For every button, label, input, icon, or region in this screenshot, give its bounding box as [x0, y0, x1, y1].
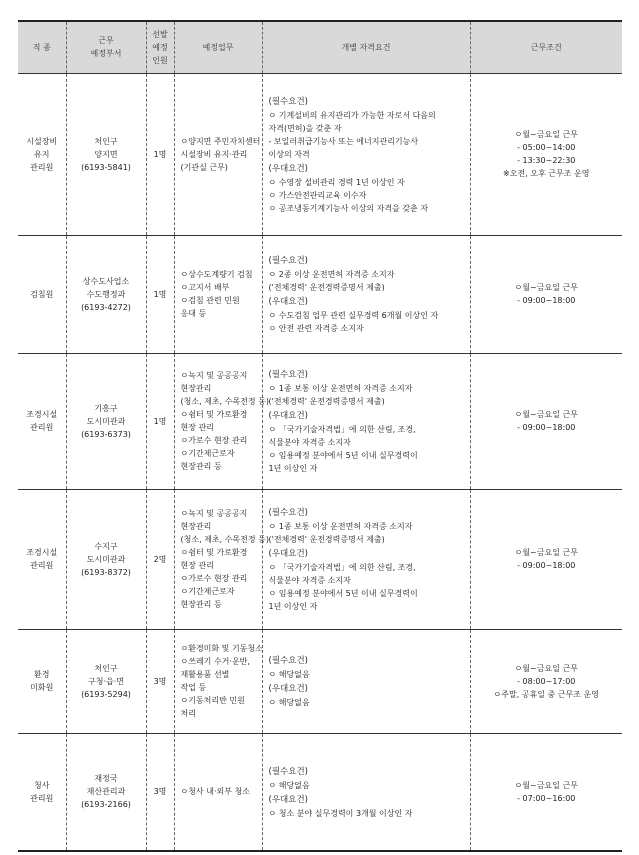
requirement-section-label: (필수요건) — [268, 96, 308, 107]
dept-cell — [66, 353, 146, 489]
dept-cell-line: 양지면 — [94, 149, 118, 159]
requirement-line: ㅇ 수도검침 업무 관련 실무경력 6개월 이상인 자 — [268, 311, 439, 320]
work-cell-line: ㅇ기동처리반 민원 — [180, 696, 245, 705]
job-title-cell — [18, 733, 66, 851]
work-cell-line: 현장관리 — [180, 522, 212, 531]
header-text: 예정 — [152, 42, 168, 52]
requirement-line: ㅇ 「국가기술자격법」에 의한 산림, 조경, — [268, 563, 416, 572]
requirement-section-label: (우대요건) — [268, 297, 308, 307]
requirement-section-label: (필수요건) — [268, 766, 308, 777]
conditions-cell-line: - 08:00~17:00 — [517, 676, 576, 686]
table-body — [18, 73, 622, 851]
work-cell-line: ㅇ녹지 및 공공공지 — [180, 509, 248, 518]
work-cell-line: ㅇ청사 내·외부 청소 — [180, 787, 250, 797]
work-cell — [174, 629, 262, 733]
work-cell-line: ㅇ검침 관련 민원 — [180, 296, 240, 305]
document-sheet — [18, 20, 622, 852]
work-cell-line: 현장 관리 — [180, 423, 214, 432]
conditions-cell-line: ㅇ월~금요일 근무 — [514, 548, 578, 557]
dept-cell — [66, 73, 146, 235]
header-text: 근무조건 — [530, 42, 562, 52]
requirement-line: 이상의 자격 — [268, 149, 310, 159]
count-cell-line: 3명 — [153, 676, 167, 686]
job-title-cell-line: 관리원 — [30, 162, 54, 172]
header-work — [174, 21, 262, 73]
dept-cell-line: 재산관리과 — [86, 787, 126, 797]
conditions-cell-line: ㅇ주말, 공휴일 중 근무조 운영 — [493, 689, 599, 699]
dept-cell-line: 수도행정과 — [86, 289, 126, 299]
work-cell-line: 재활용품 선별 — [180, 670, 230, 679]
header-dept — [66, 21, 146, 73]
requirements-cell — [262, 489, 470, 629]
conditions-cell-line: ㅇ월~금요일 근무 — [514, 410, 578, 419]
recruitment-table — [18, 20, 622, 852]
conditions-cell-line: - 09:00~18:00 — [517, 561, 576, 570]
work-cell-line: ㅇ쓰레기 수거·운반, — [180, 657, 250, 666]
job-title-cell-line: 관리원 — [30, 423, 54, 432]
conditions-cell — [470, 235, 622, 353]
requirement-section-label: (우대요건) — [268, 794, 308, 805]
count-cell — [146, 733, 174, 851]
conditions-cell-line: ㅇ월~금요일 근무 — [514, 130, 578, 139]
work-cell-line: ㅇ쉼터 및 가로환경 — [180, 548, 248, 557]
header-job-title — [18, 21, 66, 73]
requirements-cell — [262, 733, 470, 851]
count-cell-line: 3명 — [153, 787, 167, 797]
work-cell-line: 현장 관리 — [180, 561, 214, 570]
work-cell — [174, 73, 262, 235]
dept-cell-line: 기흥구 — [94, 403, 118, 413]
requirement-line: ('전체경력' 운전경력증명서 제출) — [268, 397, 385, 406]
requirement-section-label: (우대요건) — [268, 549, 308, 559]
work-cell-line: ㅇ녹지 및 공공공지 — [180, 371, 248, 380]
dept-cell-line: (6193-5841) — [81, 162, 131, 172]
dept-cell-line: (6193-8372) — [81, 567, 131, 577]
work-cell-line: ㅇ쉼터 및 가로환경 — [180, 410, 248, 419]
requirement-line: ㅇ 해당없음 — [268, 780, 310, 790]
table-row — [18, 489, 622, 629]
requirement-line: ('전체경력' 운전경력증명서 제출) — [268, 283, 385, 292]
requirements-cell — [262, 235, 470, 353]
requirement-line: ㅇ 해당없음 — [268, 698, 310, 707]
count-cell-line: 2명 — [153, 554, 167, 564]
job-title-cell-line: 조경시설 — [26, 548, 58, 557]
work-cell-line: 현장관리 — [180, 384, 212, 393]
requirement-line: ㅇ 수영장 설비관리 경력 1년 이상인 자 — [268, 177, 405, 187]
work-cell-line: (청소, 제초, 수목전정 등) — [180, 397, 270, 406]
conditions-cell-line: - 07:00~16:00 — [517, 793, 576, 803]
conditions-cell-line: ㅇ월~금요일 근무 — [514, 283, 578, 292]
job-title-cell-line: 조경시설 — [26, 410, 58, 419]
table-row — [18, 353, 622, 489]
conditions-cell — [470, 353, 622, 489]
conditions-cell — [470, 629, 622, 733]
dept-cell — [66, 235, 146, 353]
work-cell — [174, 733, 262, 851]
requirement-line: ㅇ 1종 보통 이상 운전면허 자격증 소지자 — [268, 522, 413, 531]
job-title-cell-line: 환경 — [34, 670, 50, 679]
conditions-cell-line: ㅇ월~금요일 근무 — [514, 780, 578, 790]
requirement-section-label: (우대요건) — [268, 684, 308, 694]
dept-cell — [66, 629, 146, 733]
table-row — [18, 235, 622, 353]
requirement-line: ㅇ 1종 보통 이상 운전면허 자격증 소지자 — [268, 384, 413, 393]
requirement-section-label: (필수요건) — [268, 656, 308, 666]
work-cell-line: ㅇ기간제근로자 — [180, 449, 235, 458]
work-cell-line: 작업 등 — [180, 683, 207, 692]
dept-cell-line: 구청·읍·면 — [88, 676, 124, 686]
count-cell-line: 1명 — [153, 149, 167, 159]
work-cell-line: ㅇ상수도계량기 검침 — [180, 270, 253, 279]
job-title-cell-line: 미화원 — [30, 683, 54, 692]
work-cell-line: 처리 — [180, 709, 196, 718]
dept-cell-line: (6193-6373) — [81, 429, 131, 439]
conditions-cell — [470, 733, 622, 851]
job-title-cell-line: 검침원 — [30, 289, 54, 299]
header-requirements — [262, 21, 470, 73]
table-row — [18, 73, 622, 235]
table-row — [18, 733, 622, 851]
requirement-line: ㅇ 기계설비의 유지관리가 가능한 자로서 다음의 — [268, 110, 436, 120]
requirement-line: ㅇ 「국가기술자격법」에 의한 산림, 조경, — [268, 425, 416, 434]
count-cell — [146, 73, 174, 235]
work-cell-line: ㅇ가로수 현장 관리 — [180, 574, 248, 583]
table-row — [18, 629, 622, 733]
work-cell-line: ㅇ고지서 배부 — [180, 283, 230, 292]
conditions-cell-line: - 09:00~18:00 — [517, 296, 576, 305]
job-title-cell-line: 청사 — [34, 780, 50, 790]
work-cell-line: ㅇ기간제근로자 — [180, 587, 235, 596]
count-cell — [146, 353, 174, 489]
header-text: 예정부서 — [90, 49, 122, 59]
dept-cell-line: 상수도사업소 — [82, 276, 130, 286]
requirement-section-label: (우대요건) — [268, 163, 308, 174]
requirement-line: 식물분야 자격증 소지자 — [268, 438, 351, 447]
job-title-cell-line: 시설장비 — [26, 136, 58, 146]
dept-cell-line: (6193-5294) — [81, 689, 131, 699]
work-cell-line: (청소, 제초, 수목전정 등) — [180, 535, 270, 544]
requirements-cell — [262, 353, 470, 489]
dept-cell-line: (6193-4272) — [81, 302, 131, 312]
requirement-line: 1년 이상인 자 — [268, 464, 318, 473]
job-title-cell-line: 유지 — [34, 149, 50, 159]
requirement-line: ㅇ 해당없음 — [268, 670, 310, 679]
header-text: 선발 — [152, 29, 168, 39]
requirement-line: 1년 이상인 자 — [268, 602, 318, 611]
requirement-section-label: (필수요건) — [268, 256, 308, 266]
conditions-cell-line: - 13:30~22:30 — [517, 156, 576, 165]
work-cell-line: ㅇ환경미화 및 기동청소 — [180, 644, 263, 653]
work-cell-line: 현장관리 등 — [180, 462, 222, 471]
count-cell-line: 1명 — [153, 289, 167, 299]
header-text: 근무 — [98, 36, 114, 46]
dept-cell-line: 도시미관과 — [86, 416, 126, 426]
requirement-line: ㅇ 2종 이상 운전면허 자격증 소지자 — [268, 270, 395, 279]
requirement-section-label: (우대요건) — [268, 411, 308, 421]
conditions-cell — [470, 73, 622, 235]
job-title-cell — [18, 629, 66, 733]
requirement-line: 식물분야 자격증 소지자 — [268, 576, 351, 585]
dept-cell — [66, 489, 146, 629]
dept-cell-line: 처인구 — [94, 136, 118, 146]
requirement-line: ('전체경력' 운전경력증명서 제출) — [268, 535, 385, 544]
table-header-row — [18, 21, 622, 73]
conditions-cell-line: ㅇ월~금요일 근무 — [514, 663, 578, 673]
dept-cell-line: (6193-2166) — [81, 800, 131, 810]
work-cell-line: (기관실 근무) — [180, 162, 228, 172]
header-count — [146, 21, 174, 73]
conditions-cell — [470, 489, 622, 629]
dept-cell — [66, 733, 146, 851]
requirement-line: 자격(면허)을 갖춘 자 — [268, 123, 342, 133]
dept-cell-line: 처인구 — [94, 663, 118, 673]
work-cell — [174, 353, 270, 489]
conditions-cell-line: - 05:00~14:00 — [517, 143, 576, 152]
requirement-section-label: (필수요건) — [268, 508, 308, 518]
requirements-cell — [262, 629, 470, 733]
requirement-line: ㅇ 임용예정 분야에서 5년 이내 실무경력이 — [268, 451, 418, 460]
job-title-cell — [18, 353, 66, 489]
dept-cell-line: 수지구 — [94, 541, 118, 551]
count-cell-line: 1명 — [153, 416, 167, 426]
job-title-cell — [18, 489, 66, 629]
requirement-section-label: (필수요건) — [268, 370, 308, 380]
header-text: 개별 자격요건 — [341, 42, 391, 52]
requirement-line: ㅇ 임용예정 분야에서 5년 이내 실무경력이 — [268, 589, 418, 598]
work-cell-line: 시설장비 유지·관리 — [180, 149, 248, 159]
dept-cell-line: 도시미관과 — [86, 554, 126, 564]
count-cell — [146, 629, 174, 733]
dept-cell-line: 재정국 — [94, 774, 118, 784]
work-cell-line: 응대 등 — [180, 309, 207, 318]
conditions-cell-line: ※오전, 오후 근무조 운영 — [503, 169, 590, 178]
requirement-line: - 보일러취급기능사 또는 에너지관리기능사 — [268, 136, 419, 146]
requirements-cell — [262, 73, 470, 235]
count-cell — [146, 489, 174, 629]
work-cell-line: ㅇ양지면 주민자치센터 — [180, 136, 261, 146]
requirement-line: ㅇ 청소 분야 실무경력이 3개월 이상인 자 — [268, 808, 413, 818]
header-conditions — [470, 21, 622, 73]
work-cell — [174, 235, 262, 353]
work-cell — [174, 489, 270, 629]
job-title-cell — [18, 235, 66, 353]
header-text: 예정업무 — [202, 42, 234, 52]
requirement-line: ㅇ 가스안전관리교육 이수자 — [268, 190, 367, 200]
work-cell-line: ㅇ가로수 현장 관리 — [180, 436, 248, 445]
count-cell — [146, 235, 174, 353]
conditions-cell-line: - 09:00~18:00 — [517, 423, 576, 432]
header-text: 직 종 — [32, 42, 51, 52]
header-text: 인원 — [152, 55, 168, 65]
requirement-line: ㅇ 안전 관련 자격증 소지자 — [268, 324, 364, 333]
job-title-cell — [18, 73, 66, 235]
job-title-cell-line: 관리원 — [30, 561, 54, 570]
job-title-cell-line: 관리원 — [30, 793, 54, 803]
requirement-line: ㅇ 공조냉동기계기능사 이상의 자격을 갖춘 자 — [268, 203, 429, 213]
work-cell-line: 현장관리 등 — [180, 600, 222, 609]
